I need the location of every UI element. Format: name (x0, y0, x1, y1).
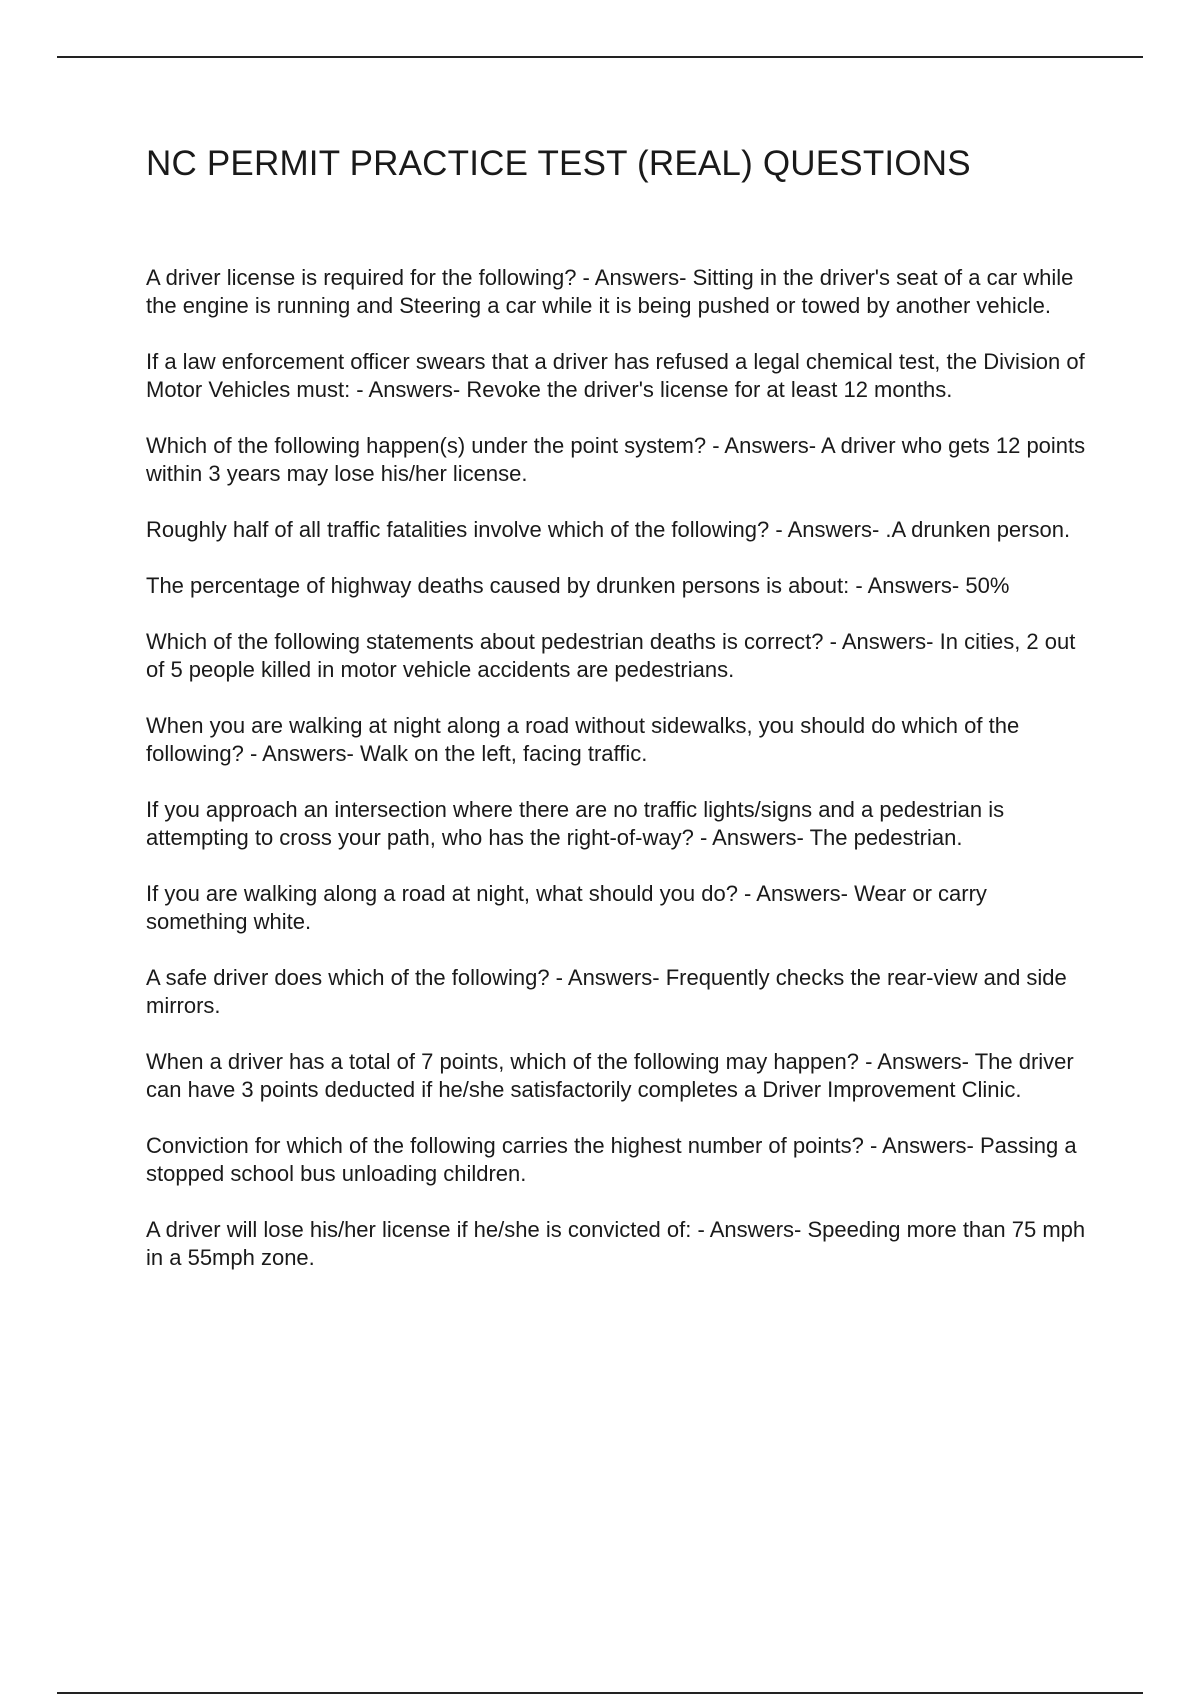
qa-item: The percentage of highway deaths caused by drunken persons is about: - Answers- 50% (146, 573, 1010, 598)
qa-item: Which of the following statements about pedestrian deaths is correct? - Answers- In cities, 2 out of 5 people killed in motor vehicle accidents are pedestrians. (146, 629, 1076, 682)
qa-item: A safe driver does which of the following? - Answers- Frequently checks the rear-view and side mirrors. (146, 965, 1067, 1018)
bottom-divider (57, 1692, 1143, 1694)
qa-list (146, 264, 1086, 1300)
qa-item: If a law enforcement officer swears that a driver has refused a legal chemical test, the Division of Motor Vehicles must: - Answers- Revoke the driver's license for at least 12 months. (146, 349, 1085, 402)
qa-item: A driver will lose his/her license if he/she is convicted of: - Answers- Speeding more than 75 mph in a 55mph zone. (146, 1217, 1086, 1270)
page-title: NC PERMIT PRACTICE TEST (REAL) QUESTIONS (146, 144, 971, 183)
qa-item: If you are walking along a road at night, what should you do? - Answers- Wear or carry something white. (146, 881, 987, 934)
qa-item: Which of the following happen(s) under the point system? - Answers- A driver who gets 12 points within 3 years may lose his/her license. (146, 433, 1086, 486)
qa-item: If you approach an intersection where there are no traffic lights/signs and a pedestrian is attempting to cross your path, who has the right-of-way? - Answers- The pedestrian. (146, 797, 1005, 850)
qa-item: Roughly half of all traffic fatalities involve which of the following? - Answers- .A drunken person. (146, 517, 1071, 542)
qa-item: When you are walking at night along a road without sidewalks, you should do which of the following? - Answers- Walk on the left, facing traffic. (146, 713, 1020, 766)
qa-item: When a driver has a total of 7 points, which of the following may happen? - Answers- The driver can have 3 points deducted if he/she satisfactorily completes a Driver Improvement Clinic. (146, 1049, 1074, 1102)
qa-item: A driver license is required for the following? - Answers- Sitting in the driver's seat of a car while the engine is running and Steering a car while it is being pushed or towed by another vehicle. (146, 265, 1074, 318)
qa-item: Conviction for which of the following carries the highest number of points? - Answers- Passing a stopped school bus unloading children. (146, 1133, 1077, 1186)
top-divider (57, 56, 1143, 58)
